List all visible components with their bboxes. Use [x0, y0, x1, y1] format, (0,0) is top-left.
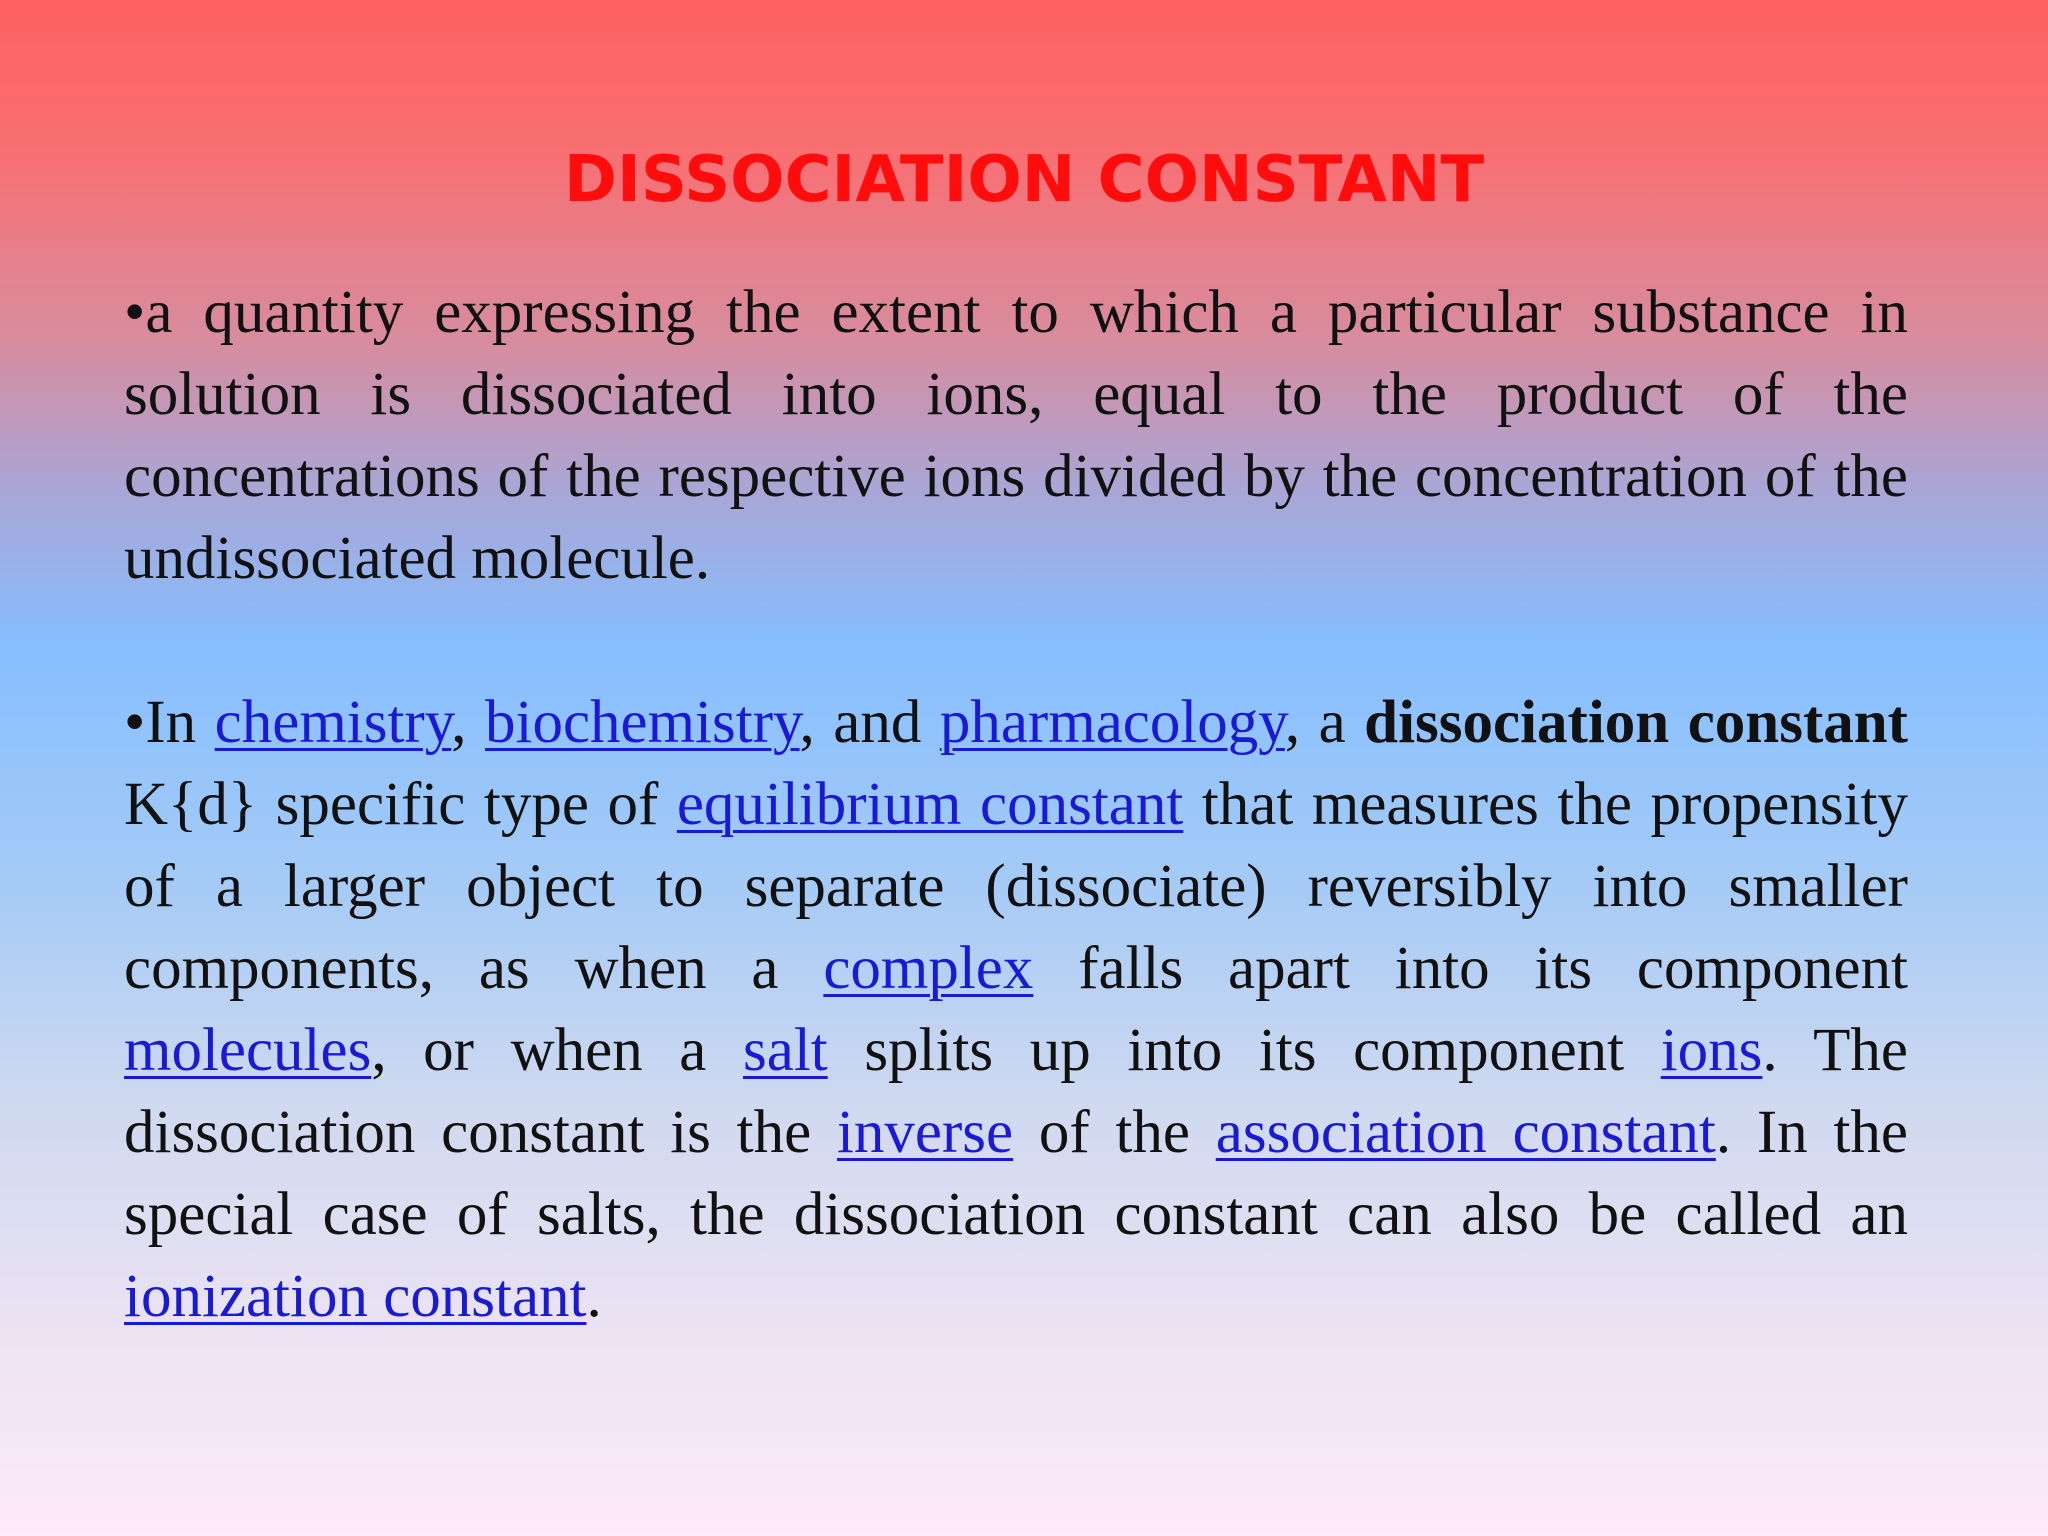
- text-segment: falls apart into its component: [1033, 935, 1908, 1002]
- text-segment: ,: [451, 689, 486, 756]
- link-pharmacology[interactable]: pharmacology: [939, 689, 1285, 756]
- link-chemistry[interactable]: chemistry: [214, 689, 452, 756]
- text-segment: , or when a: [371, 1017, 743, 1084]
- text-segment: .: [586, 1263, 602, 1330]
- link-association-constant[interactable]: association constant: [1215, 1099, 1716, 1166]
- text-segment: . The dissociation constant is the: [124, 1017, 1909, 1166]
- bold-term-dissociation-constant: dissociation constant: [1364, 689, 1909, 756]
- slide-content: [124, 272, 1908, 1338]
- text-segment: , a: [1284, 689, 1365, 756]
- text-segment: •In: [124, 689, 215, 756]
- bullet-context: [124, 682, 1908, 1338]
- bullet-definition: •a quantity expressing the extent to which a particular substance in solution is dissociated into ions, equal to the product of the concentrations of the respective ions divided by the concentration of the undissociated molecule.: [124, 279, 1908, 592]
- text-segment: , and: [799, 689, 940, 756]
- link-biochemistry[interactable]: biochemistry: [485, 689, 800, 756]
- text-segment: of the: [1013, 1099, 1216, 1166]
- link-salt[interactable]: salt: [743, 1017, 828, 1084]
- text-segment: . In the special case of salts, the dissociation constant can also be called an: [124, 1099, 1908, 1248]
- link-complex[interactable]: complex: [823, 935, 1034, 1002]
- text-segment: splits up into its component: [827, 1017, 1661, 1084]
- slide-title: DISSOCIATION CONSTANT: [563, 143, 1485, 217]
- link-equilibrium-constant[interactable]: equilibrium constant: [676, 771, 1184, 838]
- link-ionization-constant[interactable]: ionization constant: [124, 1263, 587, 1330]
- text-segment: that measures the propensity of a larger object to separate (dissociate) reversibly into smaller components, as when a: [124, 771, 1908, 1002]
- link-ions[interactable]: ions: [1660, 1017, 1763, 1084]
- link-inverse[interactable]: inverse: [836, 1099, 1014, 1166]
- text-segment: K{d} specific type of: [124, 771, 677, 838]
- link-molecules[interactable]: molecules: [124, 1017, 372, 1084]
